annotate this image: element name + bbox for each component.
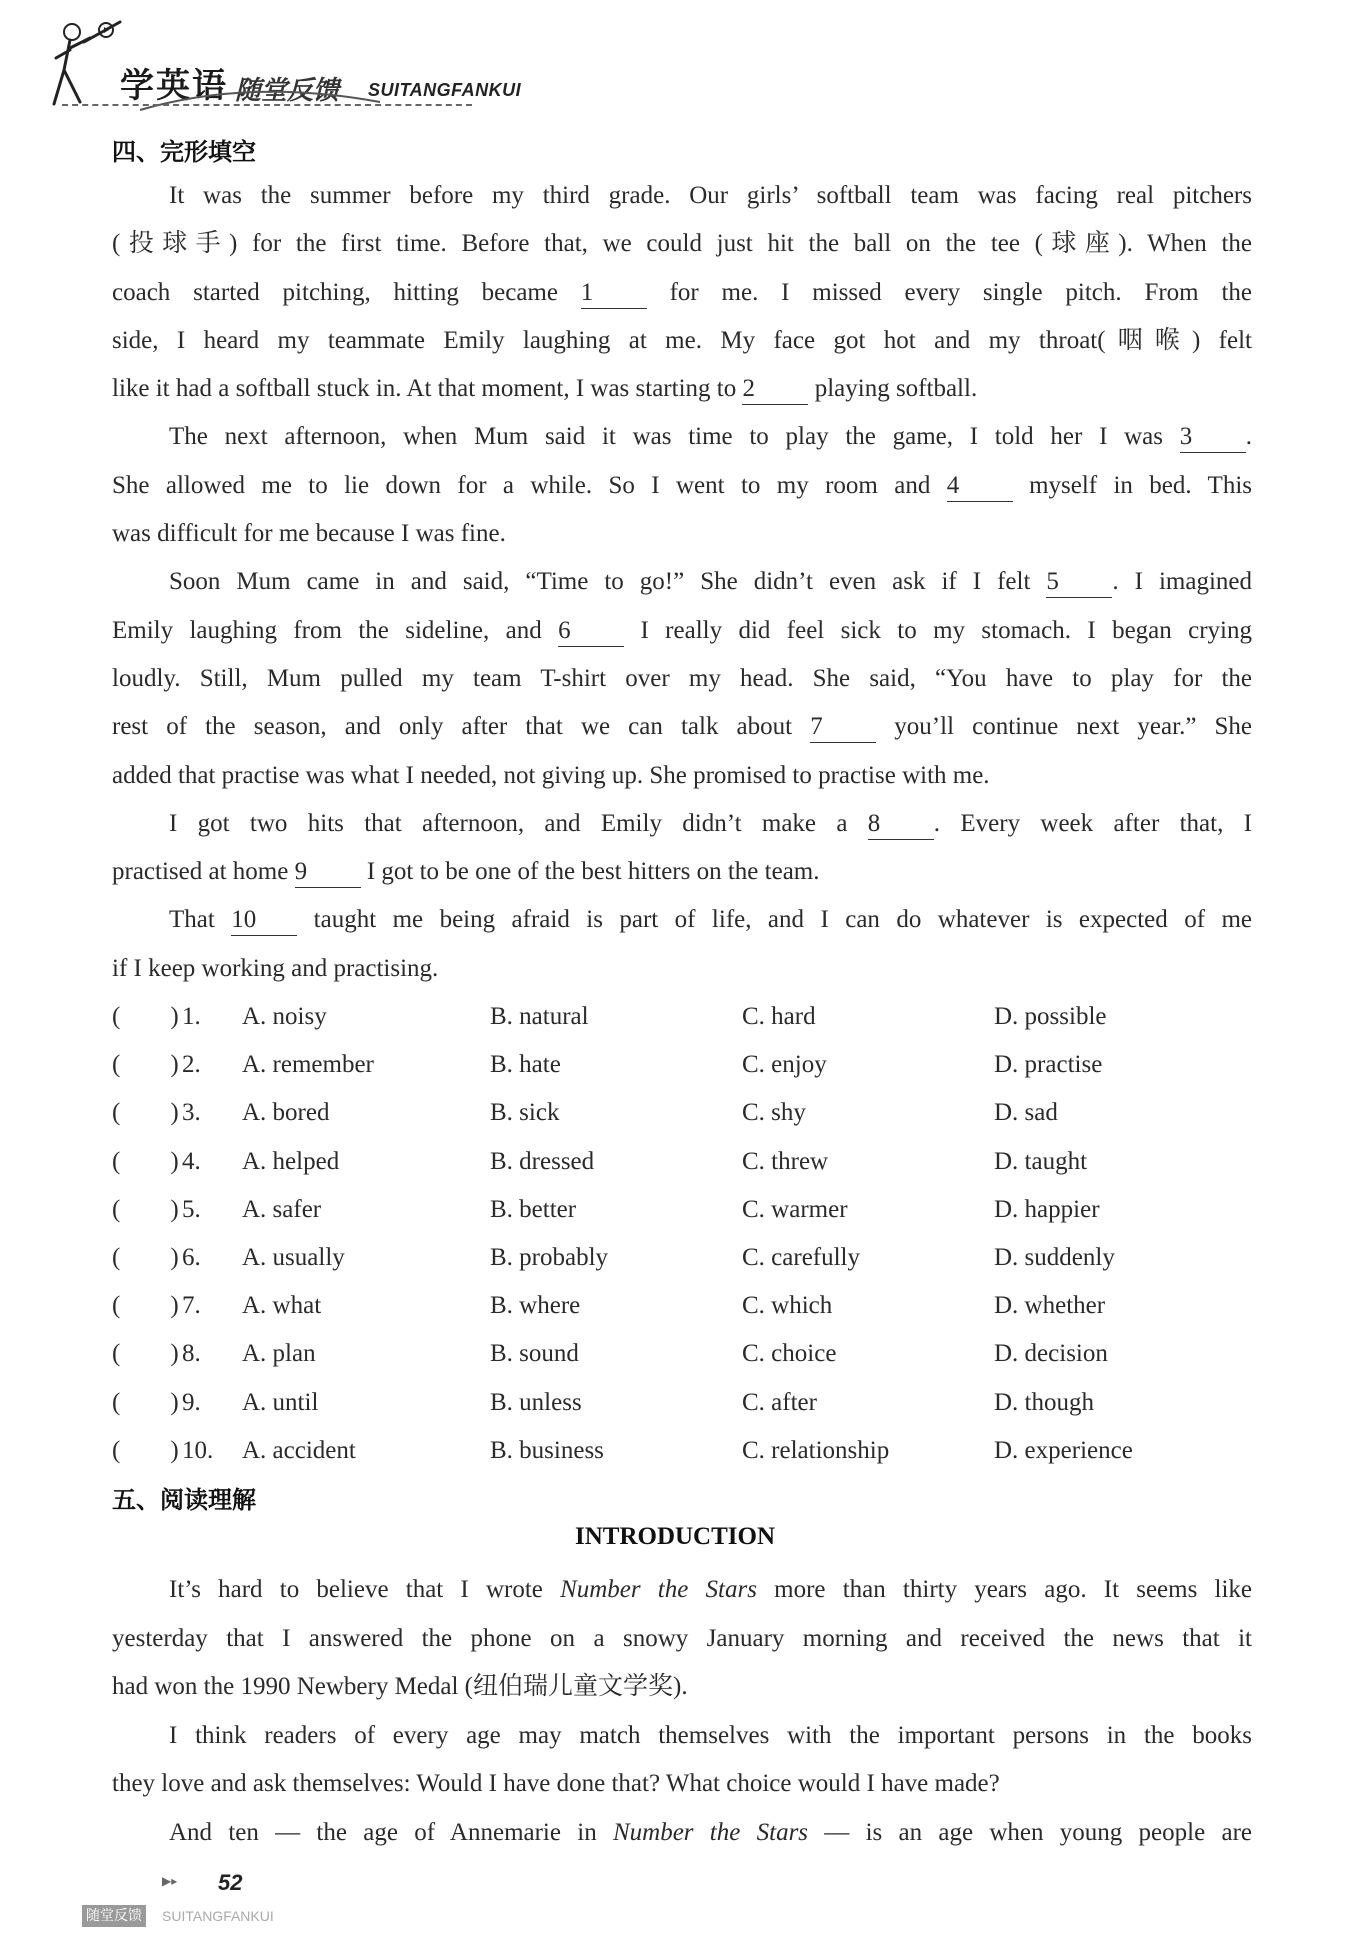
option-a: A. accident xyxy=(242,1436,356,1464)
brand-english: SUITANGFANKUI xyxy=(368,80,522,100)
passage-line xyxy=(112,413,1252,461)
footer-brand-english: SUITANGFANKUI xyxy=(162,1908,274,1924)
question-row xyxy=(112,1138,1252,1186)
option-b: B. hate xyxy=(490,1051,561,1079)
line-text: She allowed me to lie down for a while. So I went to my room and xyxy=(112,471,947,499)
option-d: D. sad xyxy=(994,1099,1058,1127)
answer-blank[interactable]: 5 xyxy=(1046,567,1112,598)
line-text: . xyxy=(1245,423,1252,451)
option-d: D. possible xyxy=(994,1003,1107,1030)
question-row xyxy=(112,1427,1252,1475)
line-text: . Every week after that, I xyxy=(933,809,1253,837)
answer-blank[interactable]: 3 xyxy=(1180,422,1246,453)
answer-blank[interactable]: 9 xyxy=(295,857,361,888)
question-number: 5. xyxy=(182,1195,201,1223)
option-c: C. shy xyxy=(742,1099,806,1127)
option-d: D. though xyxy=(994,1388,1094,1416)
passage-line xyxy=(112,220,1252,268)
passage-line xyxy=(112,510,1252,558)
option-b: B. natural xyxy=(490,1003,589,1030)
line-text: side, I heard my teammate Emily laughing at me. My face got hot and my throat(咽喉) felt xyxy=(112,326,1252,354)
answer-bracket[interactable]: ( ) xyxy=(112,1292,179,1320)
passage-line xyxy=(112,945,1252,993)
question-number: 10. xyxy=(182,1436,214,1464)
reading-line xyxy=(112,1615,1252,1664)
reading-heading: INTRODUCTION xyxy=(574,1523,776,1550)
option-c: C. enjoy xyxy=(742,1051,827,1079)
option-d: D. taught xyxy=(994,1147,1088,1175)
option-c: C. warmer xyxy=(742,1195,848,1223)
cloze-options xyxy=(112,993,1252,1475)
footer-brand: 随堂反馈 xyxy=(82,1905,146,1927)
passage-line xyxy=(112,462,1252,510)
question-row xyxy=(112,1282,1252,1330)
line-text: I think readers of every age may match themselves with the important persons in the books xyxy=(169,1721,1252,1749)
option-c: C. carefully xyxy=(742,1243,861,1271)
line-text: coach started pitching, hitting became xyxy=(112,278,581,306)
option-a: A. usually xyxy=(242,1243,345,1271)
answer-bracket[interactable]: ( ) xyxy=(112,1147,179,1175)
line-text: for me. I missed every single pitch. From the xyxy=(646,278,1252,306)
line-text: playing softball. xyxy=(808,375,978,403)
line-text: And ten — the age of Annemarie in xyxy=(169,1818,613,1846)
answer-bracket[interactable]: ( ) xyxy=(112,1388,179,1416)
question-row xyxy=(112,993,1252,1041)
passage-line xyxy=(112,365,1252,413)
question-number: 7. xyxy=(182,1292,201,1320)
reading-line xyxy=(112,1663,1252,1712)
option-a: A. remember xyxy=(242,1051,374,1079)
page-number: 52 xyxy=(218,1870,243,1895)
line-text: taught me being afraid is part of life, and I can do whatever is expected of me xyxy=(297,906,1252,934)
page-arrow-icon: ▶▸ xyxy=(162,1874,178,1888)
answer-bracket[interactable]: ( ) xyxy=(112,1340,179,1368)
reading-line xyxy=(112,1566,1252,1615)
question-number: 8. xyxy=(182,1340,201,1368)
option-d: D. suddenly xyxy=(994,1243,1115,1271)
option-c: C. choice xyxy=(742,1340,837,1368)
question-row xyxy=(112,1186,1252,1234)
question-number: 3. xyxy=(182,1099,201,1127)
line-text: (投球手) for the first time. Before that, we could just hit the ball on the tee (球座). When the xyxy=(112,230,1252,258)
option-a: A. what xyxy=(242,1292,322,1320)
section-title-cloze: 四、完形填空 xyxy=(112,138,256,166)
section-title-reading: 五、阅读理解 xyxy=(112,1486,256,1514)
passage-line xyxy=(112,269,1252,317)
passage-line xyxy=(112,848,1252,896)
passage-line xyxy=(112,800,1252,848)
option-a: A. noisy xyxy=(242,1003,327,1030)
question-number: 9. xyxy=(182,1388,201,1416)
option-c: C. threw xyxy=(742,1147,829,1175)
question-row xyxy=(112,1234,1252,1282)
reading-line xyxy=(112,1809,1252,1858)
answer-blank[interactable]: 6 xyxy=(558,616,624,647)
reading-line xyxy=(112,1712,1252,1761)
question-number: 4. xyxy=(182,1147,201,1175)
book-title: Number the Stars xyxy=(612,1818,809,1846)
answer-bracket[interactable]: ( ) xyxy=(112,1436,179,1464)
option-c: C. which xyxy=(742,1292,833,1320)
passage-line xyxy=(112,752,1252,800)
option-b: B. sound xyxy=(490,1340,579,1368)
question-number: 6. xyxy=(182,1243,201,1271)
swoosh-decoration xyxy=(50,18,570,118)
line-text: Emily laughing from the sideline, and xyxy=(112,616,559,644)
answer-bracket[interactable]: ( ) xyxy=(112,1099,179,1127)
line-text: It was the summer before my third grade. Our girls’ softball team was facing real pitchers xyxy=(169,182,1252,209)
line-text: added that practise was what I needed, not giving up. She promised to practise with me. xyxy=(112,761,990,789)
option-b: B. probably xyxy=(490,1243,609,1271)
answer-blank[interactable]: 1 xyxy=(581,278,647,309)
option-b: B. better xyxy=(490,1195,577,1223)
question-row xyxy=(112,1330,1252,1378)
line-text: loudly. Still, Mum pulled my team T-shirt over my head. She said, “You have to play for the xyxy=(112,664,1252,692)
answer-blank[interactable]: 8 xyxy=(868,809,934,840)
line-text: was difficult for me because I was fine. xyxy=(112,520,506,548)
answer-blank[interactable]: 2 xyxy=(742,374,808,405)
line-text: like it had a softball stuck in. At that moment, I was starting to xyxy=(112,375,743,403)
answer-bracket[interactable]: ( ) xyxy=(112,1195,179,1223)
reading-line xyxy=(112,1760,1252,1809)
cloze-passage xyxy=(112,172,1252,993)
option-a: A. bored xyxy=(242,1099,330,1127)
option-a: A. helped xyxy=(242,1147,340,1175)
option-c: C. hard xyxy=(742,1003,816,1030)
line-text: . I imagined xyxy=(1112,568,1252,596)
line-text: they love and ask themselves: Would I have done that? What choice would I have made? xyxy=(112,1770,1000,1797)
passage-line xyxy=(112,558,1252,606)
line-text: rest of the season, and only after that we can talk about xyxy=(112,713,811,741)
answer-blank[interactable]: 4 xyxy=(947,471,1013,502)
brand-subtitle: 随堂反馈 xyxy=(235,76,340,106)
line-text: more than thirty years ago. It seems like xyxy=(756,1576,1252,1603)
line-text: yesterday that I answered the phone on a snowy January morning and received the news that it xyxy=(112,1624,1252,1652)
line-text: Soon Mum came in and said, “Time to go!” She didn’t even ask if I felt xyxy=(169,568,1047,596)
option-d: D. experience xyxy=(994,1436,1133,1464)
option-d: D. whether xyxy=(994,1292,1106,1320)
line-text: practised at home xyxy=(112,858,295,886)
option-b: B. where xyxy=(490,1292,581,1320)
passage-line xyxy=(112,317,1252,365)
line-text: I got to be one of the best hitters on the team. xyxy=(360,858,820,886)
option-b: B. business xyxy=(490,1436,604,1464)
line-text: The next afternoon, when Mum said it was time to play the game, I told her I was xyxy=(169,423,1180,451)
option-b: B. dressed xyxy=(490,1147,595,1175)
brand-title: 学英语 xyxy=(120,66,228,106)
line-text: That xyxy=(169,906,232,934)
option-b: B. unless xyxy=(490,1388,582,1416)
line-text: I got two hits that afternoon, and Emily didn’t make a xyxy=(169,809,868,837)
option-b: B. sick xyxy=(490,1099,560,1127)
reading-passage xyxy=(112,1566,1252,1857)
header-divider xyxy=(62,104,472,106)
line-text: if I keep working and practising. xyxy=(112,954,439,982)
line-text: you’ll continue next year.” She xyxy=(876,713,1253,741)
option-a: A. until xyxy=(242,1388,319,1416)
option-d: D. decision xyxy=(994,1340,1108,1368)
answer-blank[interactable]: 7 xyxy=(810,712,876,743)
passage-line xyxy=(112,607,1252,655)
option-c: C. after xyxy=(742,1388,817,1416)
line-text: — is an age when young people are xyxy=(808,1818,1252,1846)
question-number: 2. xyxy=(182,1051,201,1079)
question-row xyxy=(112,1089,1252,1137)
option-d: D. practise xyxy=(994,1051,1103,1079)
question-number: 1. xyxy=(182,1003,201,1030)
passage-line xyxy=(112,896,1252,944)
line-text: I really did feel sick to my stomach. I began crying xyxy=(624,616,1252,644)
book-title: Number the Stars xyxy=(560,1576,757,1603)
answer-bracket[interactable]: ( ) xyxy=(112,1243,179,1271)
option-a: A. plan xyxy=(242,1340,316,1368)
answer-bracket[interactable]: ( ) xyxy=(112,1003,179,1030)
answer-blank[interactable]: 10 xyxy=(231,905,297,936)
passage-line xyxy=(112,703,1252,751)
answer-bracket[interactable]: ( ) xyxy=(112,1051,179,1079)
question-row xyxy=(112,1041,1252,1089)
option-d: D. happier xyxy=(994,1195,1100,1223)
line-text: myself in bed. This xyxy=(1012,471,1253,499)
option-c: C. relationship xyxy=(742,1436,890,1464)
option-a: A. safer xyxy=(242,1195,322,1223)
passage-line xyxy=(112,172,1252,220)
passage-line xyxy=(112,655,1252,703)
question-row xyxy=(112,1379,1252,1427)
line-text: had won the 1990 Newbery Medal (纽伯瑞儿童文学奖). xyxy=(112,1673,688,1700)
line-text: It’s hard to believe that I wrote xyxy=(169,1576,561,1603)
page-header xyxy=(50,18,570,118)
